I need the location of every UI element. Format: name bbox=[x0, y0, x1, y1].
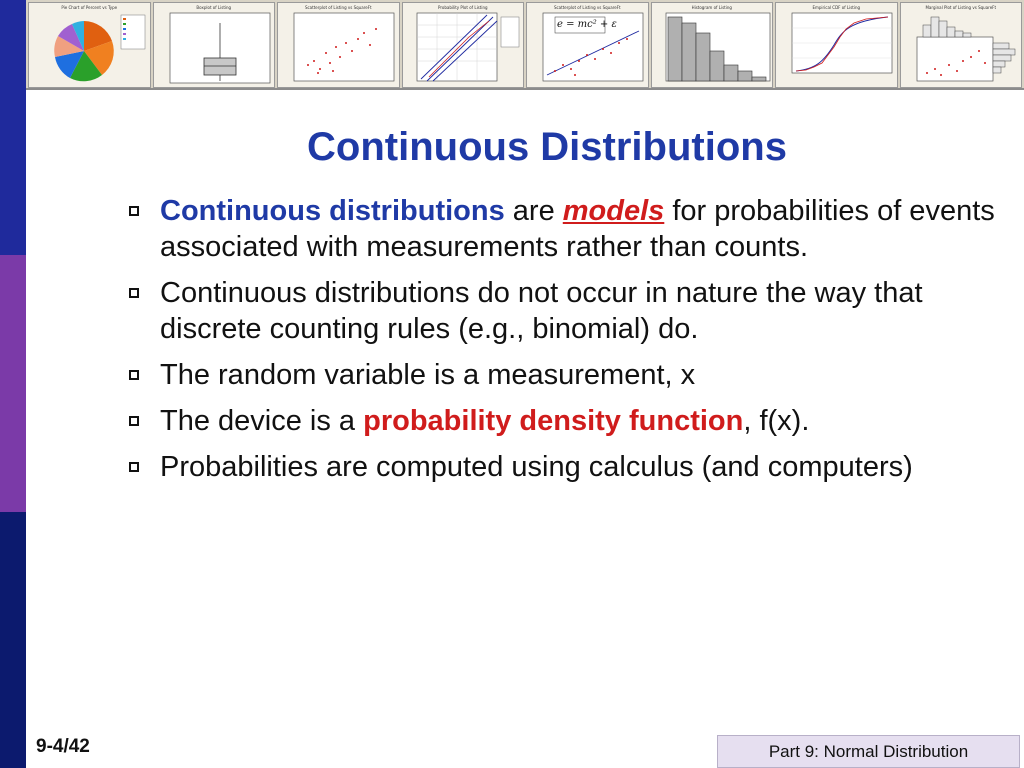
cdf-plot-icon bbox=[776, 3, 898, 88]
thumbnail-cdf-plot bbox=[775, 2, 898, 88]
scatterplot-icon bbox=[278, 3, 400, 88]
page-number: 9-4/42 bbox=[36, 736, 90, 757]
bullet-item bbox=[125, 275, 995, 347]
marginal-plot-icon bbox=[901, 3, 1023, 88]
boxplot-icon bbox=[154, 3, 276, 88]
bullet-item bbox=[125, 193, 995, 265]
thumbnail-title: Boxplot of Listing bbox=[196, 5, 232, 10]
bullet-text: Probabilities are computed using calculus (and computers) bbox=[160, 451, 913, 483]
thumbnail-title: Probability Plot of Listing bbox=[437, 5, 488, 10]
square-bullet-icon bbox=[129, 462, 139, 472]
thumbnail-histogram bbox=[651, 2, 774, 88]
square-bullet-icon bbox=[129, 206, 139, 216]
thumbnail-probability-plot bbox=[402, 2, 525, 88]
bullet-text: , f(x). bbox=[743, 405, 810, 437]
bullet-text: Continuous distributions do not occur in nature the way that discrete counting rules (e.g., binomial) do. bbox=[160, 277, 923, 345]
square-bullet-icon bbox=[129, 370, 139, 380]
thumbnail-boxplot bbox=[153, 2, 276, 88]
thumbnail-title: Empirical CDF of Listing bbox=[812, 5, 861, 10]
histogram-icon bbox=[652, 3, 774, 88]
thumbnail-title: Scatterplot of Listing vs SquareFt bbox=[304, 5, 372, 10]
bullet-item bbox=[125, 403, 995, 439]
thumbnail-title: Marginal Plot of Listing vs SquareFt bbox=[925, 5, 997, 10]
bullet-text: for probabilities of events associated with measurements rather than counts. bbox=[160, 195, 995, 263]
models-link[interactable]: models bbox=[562, 195, 665, 227]
emphasis-term: probability density function bbox=[363, 405, 744, 437]
thumbnail-marginal-plot bbox=[900, 2, 1023, 88]
emphasis-term: Continuous distributions bbox=[160, 195, 505, 227]
thumbnail-title: Scatterplot of Listing vs SquareFt bbox=[553, 5, 621, 10]
pie-chart-icon bbox=[29, 3, 151, 88]
square-bullet-icon bbox=[129, 416, 139, 426]
equation-label: e = mc² + ε bbox=[557, 19, 617, 30]
thumbnail-regression-scatterplot bbox=[526, 2, 649, 88]
bullet-item bbox=[125, 357, 995, 393]
thumbnail-pie-chart bbox=[28, 2, 151, 88]
bullet-text: are bbox=[504, 195, 563, 227]
bullet-text: The device is a bbox=[160, 405, 364, 437]
footer-label: Part 9: Normal Distribution bbox=[717, 735, 1020, 768]
bullet-text: The random variable is a measurement, x bbox=[160, 359, 696, 391]
thumbnail-strip bbox=[26, 0, 1024, 90]
side-bar-bottom bbox=[0, 512, 26, 768]
slide-title: Continuous Distributions bbox=[307, 125, 787, 169]
bullet-item bbox=[125, 449, 995, 485]
square-bullet-icon bbox=[129, 288, 139, 298]
thumbnail-title: Pie Chart of Percent vs Type bbox=[61, 5, 118, 10]
side-color-bar bbox=[0, 0, 26, 768]
thumbnail-scatterplot bbox=[277, 2, 400, 88]
bullet-list bbox=[125, 193, 995, 495]
probability-plot-icon bbox=[403, 3, 525, 88]
side-bar-middle bbox=[0, 255, 26, 512]
thumbnail-title: Histogram of Listing bbox=[691, 5, 732, 10]
regression-scatterplot-icon bbox=[527, 3, 649, 88]
